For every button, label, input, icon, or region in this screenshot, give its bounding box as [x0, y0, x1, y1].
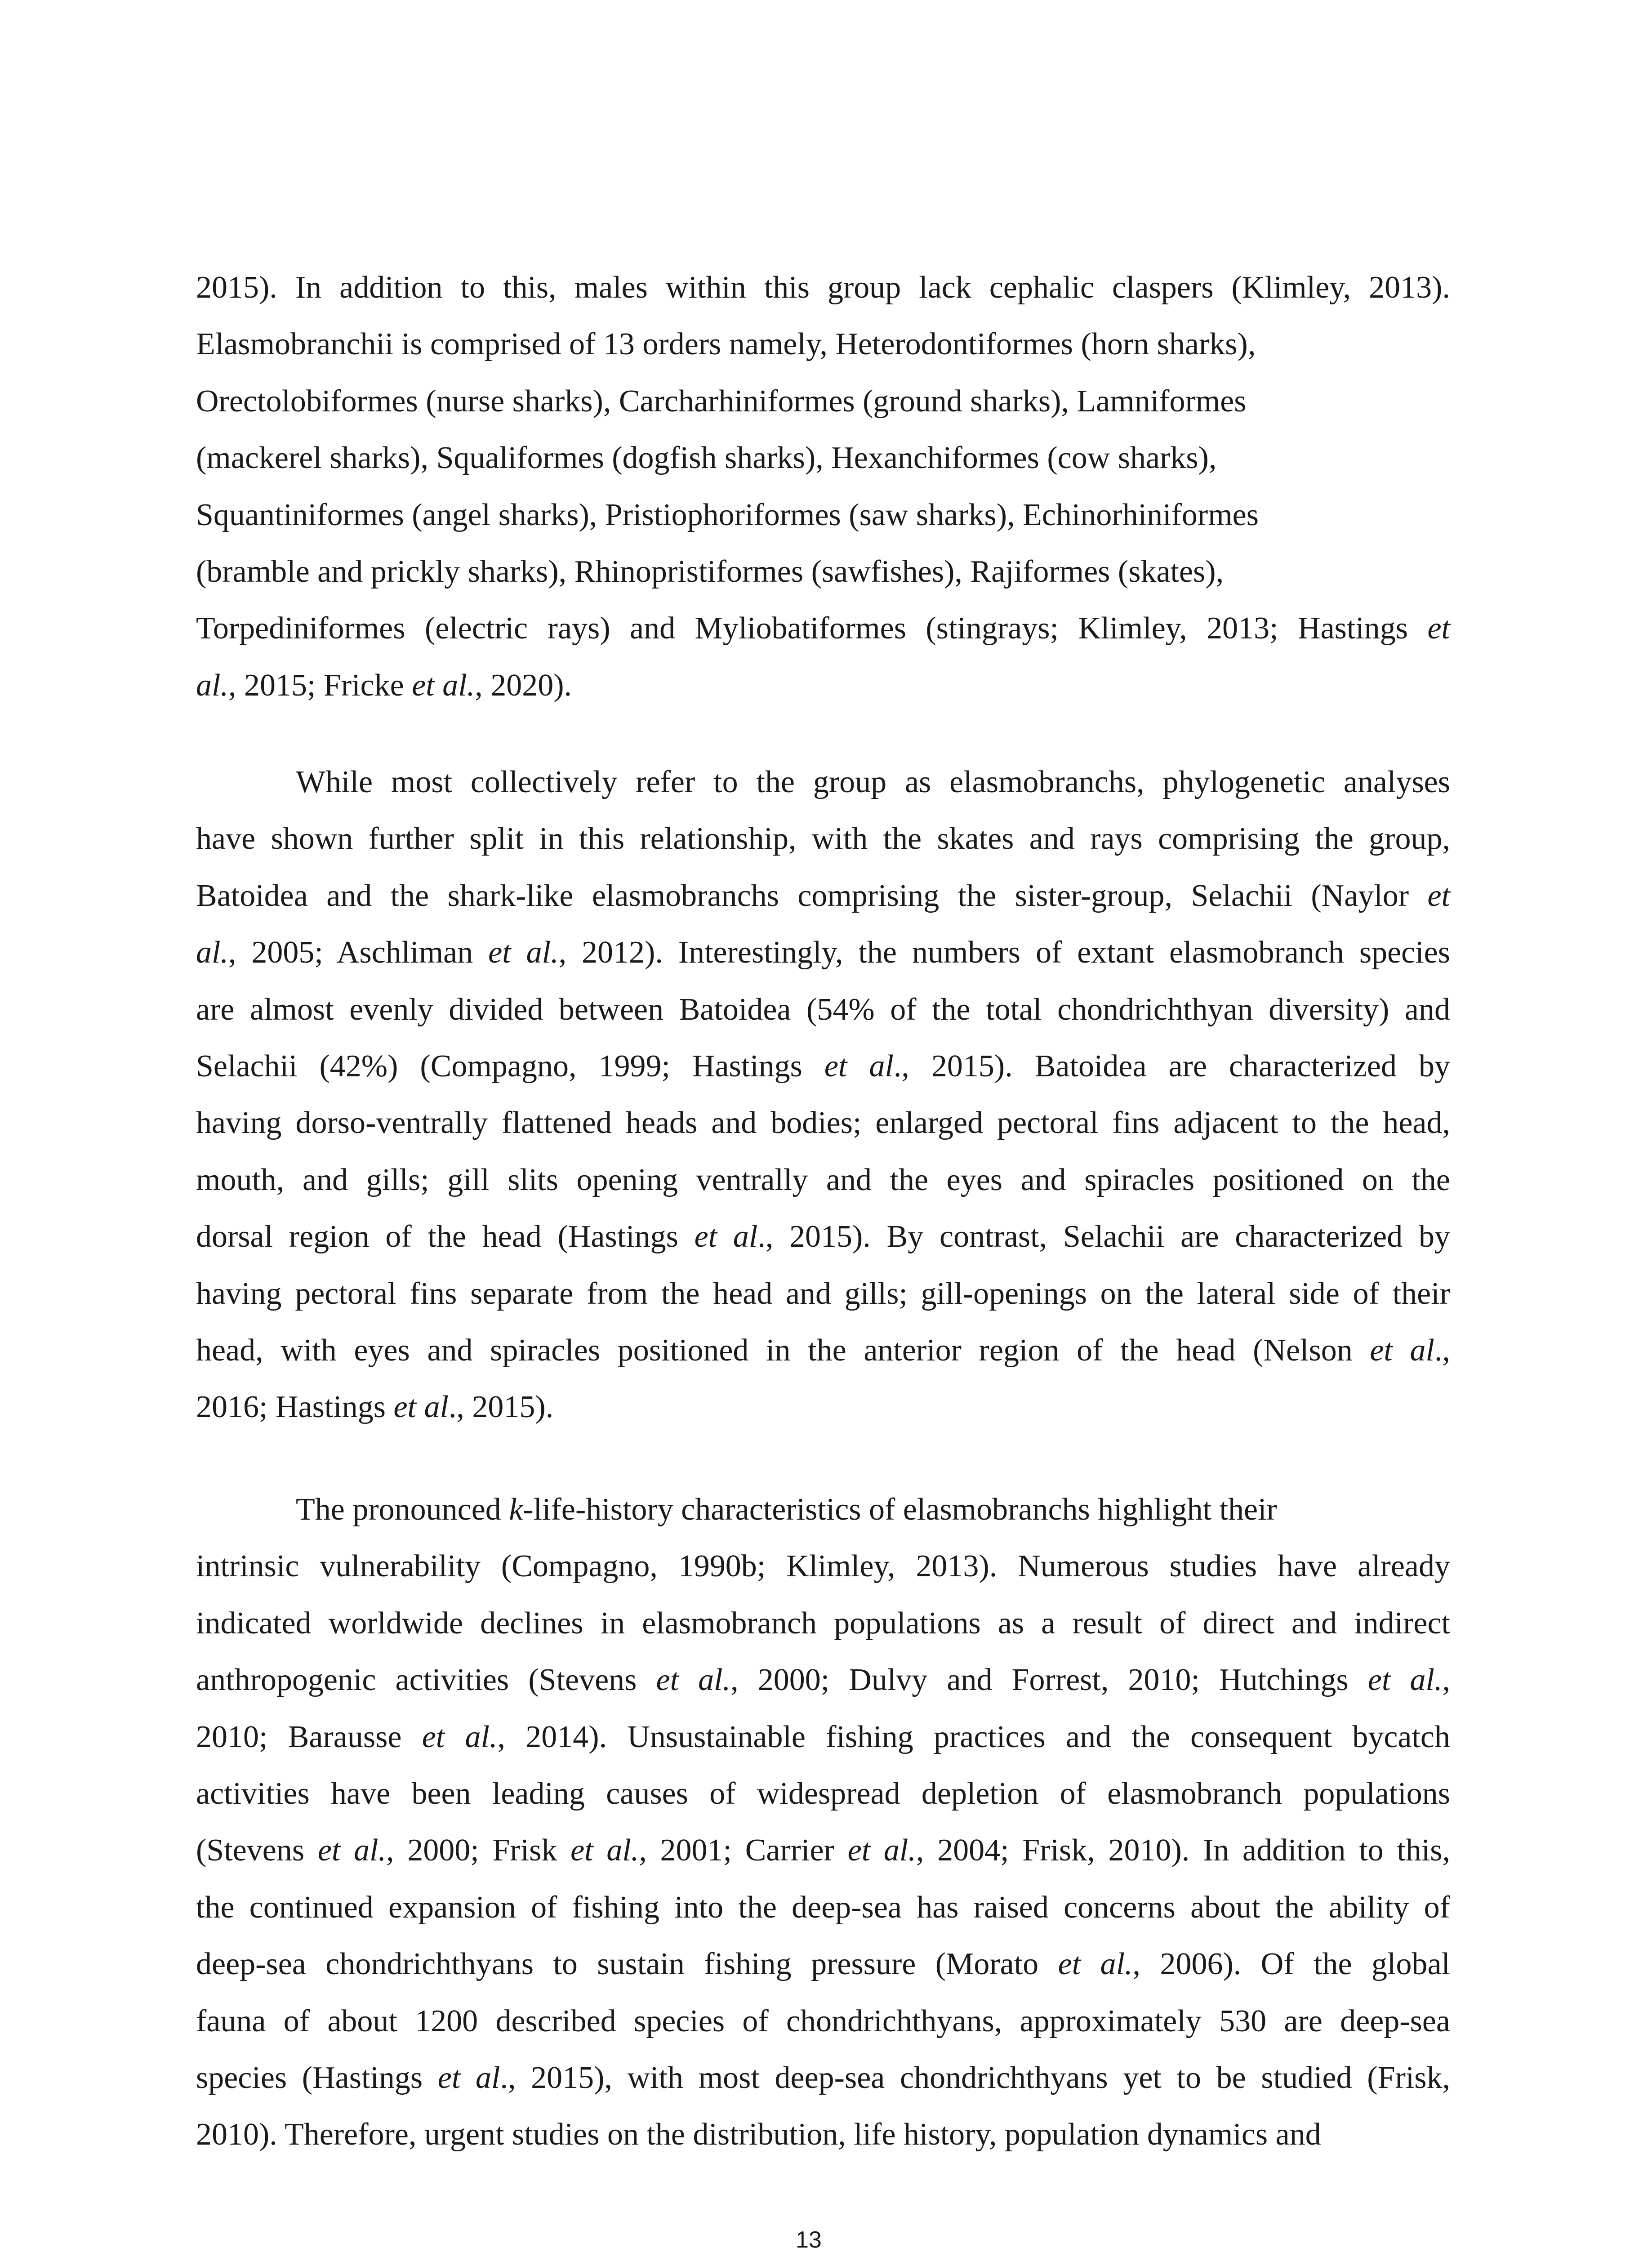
text-line [196, 2117, 1321, 2153]
text-segment: having dorso-ventrally flattened heads and bodies; enlarged pectoral fins adjacent to the head, [196, 1106, 1450, 1141]
text-line [196, 497, 1259, 533]
text-segment: dorsal region of the head (Hastings [196, 1219, 695, 1254]
italic-text: et al [694, 1219, 758, 1254]
text-segment: are almost evenly divided between Batoidea (54% of the total chondrichthyan diversity) and [196, 992, 1450, 1027]
text-line [196, 668, 572, 704]
italic-text: et al. [412, 668, 475, 703]
text-line [196, 1162, 1450, 1198]
text-line [196, 1105, 1450, 1141]
text-segment: activities have been leading causes of widespread depletion of elasmobranch populations [196, 1776, 1450, 1811]
italic-text: et al [824, 1049, 894, 1084]
text-line [196, 992, 1450, 1028]
text-segment: have shown further split in this relationship, with the skates and rays comprising the group, [196, 821, 1450, 856]
italic-text: al. [196, 935, 228, 970]
text-line [196, 270, 1450, 306]
text-segment: ., 2015), with most deep-sea chondrichthyans yet to be studied (Frisk, [500, 2061, 1450, 2095]
text-segment: head, with eyes and spiracles positioned in the anterior region of the head (Nelson [196, 1333, 1370, 1368]
page-number: 13 [796, 2227, 822, 2248]
text-segment: having pectoral fins separate from the head and gills; gill-openings on the lateral side of their [196, 1276, 1450, 1311]
italic-text: et al. [488, 935, 559, 970]
text-line [196, 554, 1224, 590]
text-segment: , 2020). [475, 668, 572, 703]
text-line [196, 1548, 1450, 1584]
text-segment: mouth, and gills; gill slits opening ventrally and the eyes and spiracles positioned on the [196, 1162, 1450, 1197]
text-segment: Torpediniformes (electric rays) and Myliobatiformes (stingrays; Klimley, 2013; Hastings [196, 611, 1428, 646]
text-line [196, 878, 1450, 914]
text-segment: , 2000; Frisk [386, 1833, 571, 1868]
text-line [196, 1890, 1450, 1926]
text-segment: , [1442, 1663, 1450, 1698]
italic-text: et al. [1058, 1947, 1133, 1982]
text-segment: the continued expansion of fishing into the deep-sea has raised concerns about the ability of [196, 1890, 1450, 1925]
text-line [196, 1833, 1450, 1869]
italic-text: al. [196, 668, 228, 703]
text-segment: 2010). Therefore, urgent studies on the distribution, life history, population dynamics and [196, 2117, 1321, 2152]
text-segment: The pronounced [296, 1492, 509, 1527]
text-line [196, 935, 1450, 971]
text-line [196, 1276, 1450, 1312]
text-segment: Orectolobiformes (nurse sharks), Carcharhiniformes (ground sharks), Lamniformes [196, 384, 1247, 419]
text-segment: species (Hastings [196, 2061, 438, 2095]
text-segment: 2016; Hastings [196, 1390, 394, 1425]
italic-text: et [1427, 611, 1450, 646]
italic-text: et al. [570, 1833, 639, 1868]
text-segment: (mackerel sharks), Squaliformes (dogfish sharks), Hexanchiformes (cow sharks), [196, 441, 1217, 476]
text-segment: ., 2015). [448, 1390, 554, 1425]
text-segment: , 2015; Fricke [228, 668, 412, 703]
italic-text: k [509, 1492, 523, 1527]
text-segment: 2010; Barausse [196, 1719, 422, 1754]
text-line [196, 1662, 1450, 1698]
text-segment: , 2006). Of the global [1132, 1947, 1451, 1982]
text-line [196, 2060, 1450, 2096]
italic-text: et al. [656, 1663, 731, 1698]
italic-text: et [1427, 878, 1450, 913]
text-line [196, 1048, 1450, 1084]
text-line [196, 384, 1247, 419]
text-segment: Selachii (42%) (Compagno, 1999; Hastings [196, 1049, 824, 1084]
text-line [196, 1219, 1450, 1255]
text-line [196, 1776, 1450, 1812]
italic-text: et al. [1367, 1663, 1443, 1698]
italic-text: et al [437, 2061, 500, 2095]
italic-text: et al. [317, 1833, 387, 1868]
italic-text: et al. [422, 1719, 498, 1754]
text-segment: , 2000; Dulvy and Forrest, 2010; Hutchings [730, 1663, 1368, 1698]
text-segment: -life-history characteristics of elasmobranchs highlight their [523, 1492, 1277, 1527]
text-segment: Elasmobranchii is comprised of 13 orders namely, Heterodontiformes (horn sharks), [196, 327, 1256, 362]
text-segment: While most collectively refer to the group as elasmobranchs, phylogenetic analyses [296, 765, 1450, 799]
text-line [196, 1333, 1450, 1369]
italic-text: et al. [847, 1833, 916, 1868]
text-line [196, 326, 1256, 362]
text-segment: , 2001; Carrier [639, 1833, 848, 1868]
text-line [196, 2003, 1450, 2039]
text-segment: (Stevens [196, 1833, 318, 1868]
text-segment: Squantiniformes (angel sharks), Pristiophoriformes (saw sharks), Echinorhiniformes [196, 497, 1259, 532]
text-segment: ., 2015). By contrast, Selachii are characterized by [757, 1219, 1450, 1254]
text-line [196, 1606, 1450, 1641]
text-line [296, 764, 1450, 800]
text-line [196, 1946, 1450, 1982]
text-segment: , 2005; Aschliman [228, 935, 489, 970]
text-line [296, 1492, 1277, 1528]
text-line [196, 821, 1450, 857]
text-segment: 2015). In addition to this, males within this group lack cephalic claspers (Klimley, 2013). [196, 270, 1450, 305]
text-segment: ., [1434, 1333, 1450, 1368]
text-line [196, 440, 1216, 476]
text-line [196, 1719, 1450, 1755]
text-line [196, 1389, 553, 1425]
text-segment: anthropogenic activities (Stevens [196, 1663, 656, 1698]
text-segment: intrinsic vulnerability (Compagno, 1990b; Klimley, 2013). Numerous studies have already [196, 1549, 1450, 1584]
text-line [196, 611, 1450, 647]
italic-text: et al [393, 1390, 449, 1425]
italic-text: et al [1370, 1333, 1434, 1368]
text-segment: Batoidea and the shark-like elasmobranchs comprising the sister-group, Selachii (Naylor [196, 878, 1428, 913]
text-segment: , 2014). Unsustainable fishing practices and the consequent bycatch [497, 1719, 1451, 1754]
text-segment: fauna of about 1200 described species of chondrichthyans, approximately 530 are deep-sea [196, 2003, 1450, 2038]
text-segment: , 2012). Interestingly, the numbers of extant elasmobranch species [558, 935, 1450, 970]
text-segment: deep-sea chondrichthyans to sustain fishing pressure (Morato [196, 1947, 1058, 1982]
text-segment: indicated worldwide declines in elasmobranch populations as a result of direct and indirect [196, 1606, 1450, 1641]
text-segment: , 2004; Frisk, 2010). In addition to this, [916, 1833, 1451, 1868]
text-segment: ., 2015). Batoidea are characterized by [893, 1049, 1450, 1084]
text-segment: (bramble and prickly sharks), Rhinopristiformes (sawfishes), Rajiformes (skates), [196, 554, 1224, 589]
